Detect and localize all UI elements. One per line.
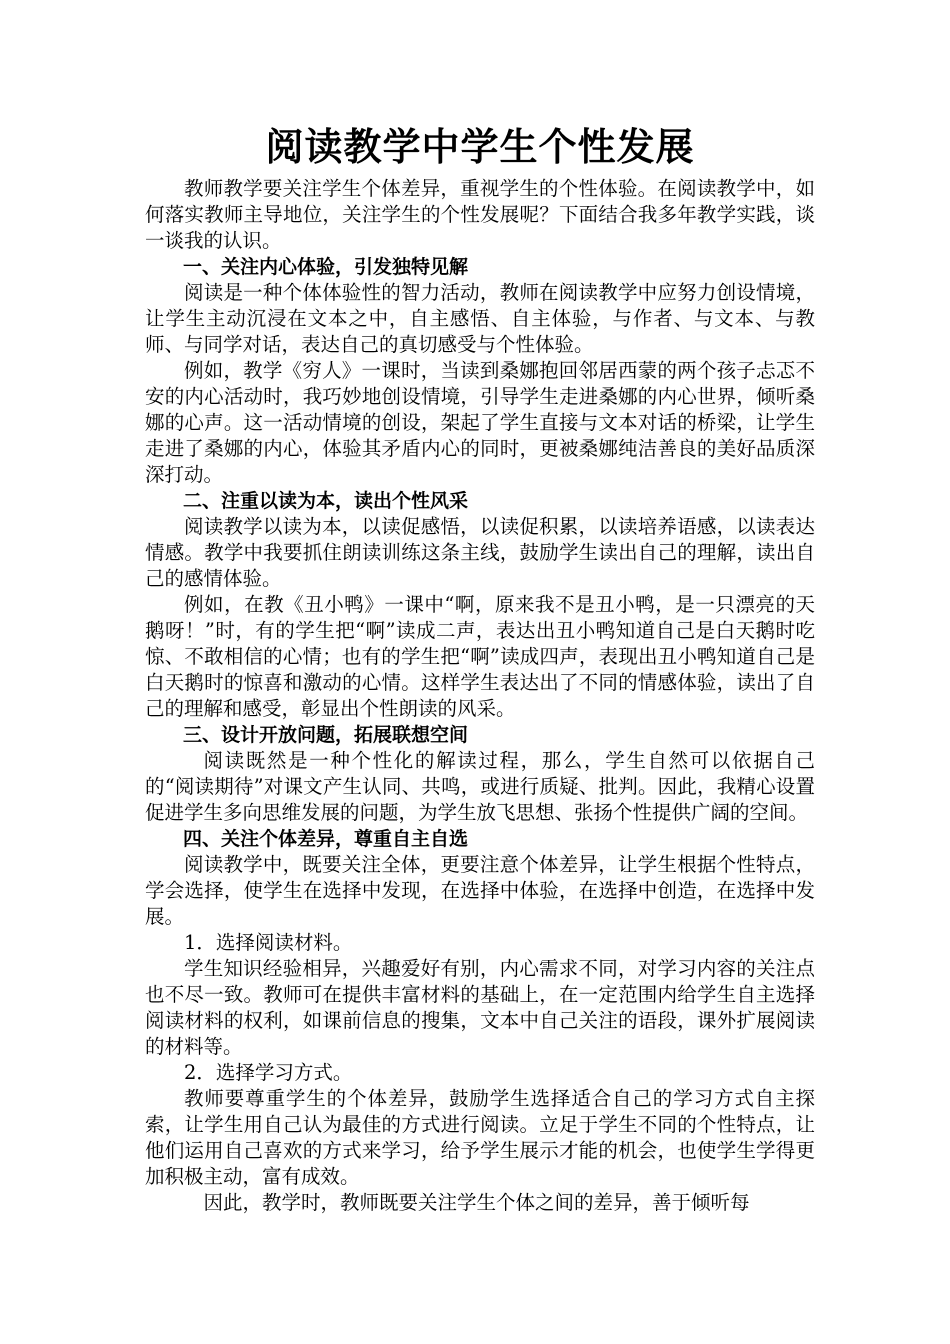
- section-1-paragraph-1: 阅读是一种个体体验性的智力活动，教师在阅读教学中应努力创设情境，让学生主动沉浸在文本之中，自主感悟、自主体验，与作者、与文本、与教师、与同学对话，表达自己的真切感受与个性体验。: [145, 281, 815, 356]
- section-3-paragraph-1: 阅读既然是一种个性化的解读过程，那么，学生自然可以依据自己的“阅读期待”对课文产生认同、共鸣，或进行质疑、批判。因此，我精心设置促进学生多向思维发展的问题，为学生放飞思想、张扬个性提供广阔的空间。: [145, 749, 815, 824]
- document-page: [145, 118, 815, 1216]
- section-4-heading: 四、关注个体差异，尊重自主自选: [183, 828, 469, 850]
- section-1-heading: 一、关注内心体验，引发独特见解: [183, 256, 469, 278]
- section-4-paragraph-3: 教师要尊重学生的个体差异，鼓励学生选择适合自己的学习方式自主探索，让学生用自己认为最佳的方式进行阅读。立足于学生不同的个性特点，让他们运用自己喜欢的方式来学习，给予学生展示才能的机会，也使学生学得更加积极主动，富有成效。: [145, 1087, 815, 1188]
- section-4-paragraph-2: 学生知识经验相异，兴趣爱好有别，内心需求不同，对学习内容的关注点也不尽一致。教师可在提供丰富材料的基础上，在一定范围内给学生自主选择阅读材料的权利，如课前信息的搜集，文本中自己关注的语段，课外扩展阅读的材料等。: [145, 957, 815, 1058]
- section-2-heading: 二、注重以读为本，读出个性风采: [183, 490, 469, 512]
- section-4-item-2: 2．选择学习方式。: [184, 1061, 353, 1084]
- section-1-paragraph-2: 例如，教学《穷人》一课时，当读到桑娜抱回邻居西蒙的两个孩子忐忑不安的内心活动时，我巧妙地创设情境，引导学生走进桑娜的内心世界，倾听桑娜的心声。这一活动情境的创设，架起了学生直接与文本对话的桥梁，让学生走进了桑娜的内心，体验其矛盾内心的同时，更被桑娜纯洁善良的美好品质深深打动。: [145, 359, 815, 486]
- section-3-heading: 三、设计开放问题，拓展联想空间: [183, 724, 469, 746]
- section-4-paragraph-4: 因此，教学时，教师既要关注学生个体之间的差异，善于倾听每: [203, 1191, 750, 1214]
- section-4-item-1: 1．选择阅读材料。: [184, 931, 353, 954]
- section-2-paragraph-1: 阅读教学以读为本，以读促感悟，以读促积累，以读培养语感，以读表达情感。教学中我要抓住朗读训练这条主线，鼓励学生读出自己的理解，读出自己的感情体验。: [145, 515, 815, 590]
- document-title: 阅读教学中学生个性发展: [265, 125, 695, 169]
- section-4-paragraph-1: 阅读教学中，既要关注全体，更要注意个体差异，让学生根据个性特点，学会选择，使学生在选择中发现，在选择中体验，在选择中创造，在选择中发展。: [145, 853, 815, 928]
- section-2-paragraph-2: 例如，在教《丑小鸭》一课中“啊，原来我不是丑小鸭，是一只漂亮的天鹅呀！”时，有的学生把“啊”读成二声，表达出丑小鸭知道自己是白天鹅时吃惊、不敢相信的心情；也有的学生把“啊”读成四声，表现出丑小鸭知道自己是白天鹅时的惊喜和激动的心情。这样学生表达出了不同的情感体验，读出了自己的理解和感受，彰显出个性朗读的风采。: [145, 593, 815, 720]
- intro-paragraph: 教师教学要关注学生个体差异，重视学生的个性体验。在阅读教学中，如何落实教师主导地位，关注学生的个性发展呢？下面结合我多年教学实践，谈一谈我的认识。: [145, 177, 815, 252]
